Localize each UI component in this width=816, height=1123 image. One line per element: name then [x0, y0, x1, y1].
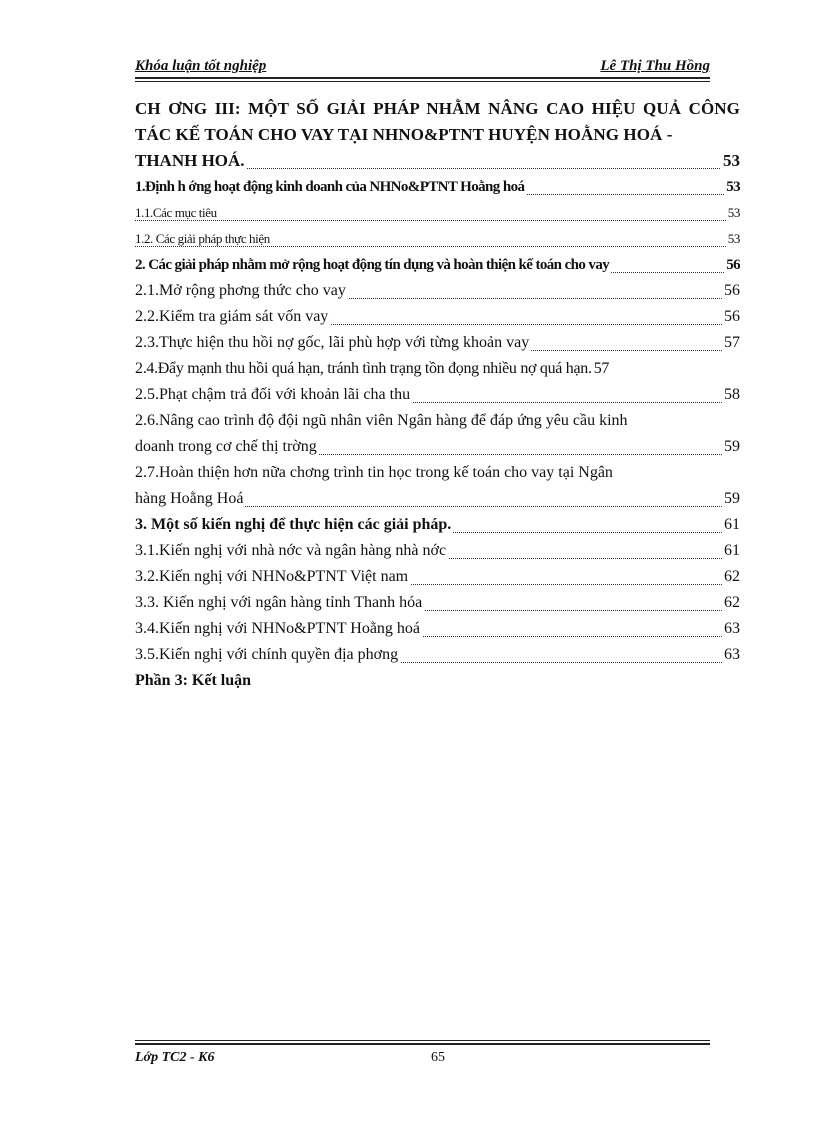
toc-entry-page: 53	[724, 174, 740, 200]
toc-entry-line2	[135, 434, 740, 460]
footer-rule	[135, 1043, 710, 1045]
toc-entry-page: 56	[722, 278, 740, 304]
toc-entry-text: 1.Định h ớng hoạt động kinh doanh của NHNo&PTNT Hoằng hoá	[135, 179, 525, 195]
toc-entry-text: 2.1.Mở rộng phơng thức cho vay	[135, 282, 346, 299]
toc-entry-2-6[interactable]	[135, 408, 740, 460]
page-number: 65	[431, 1050, 445, 1065]
toc-entry-1[interactable]	[135, 174, 740, 200]
toc-entry-3-2[interactable]	[135, 564, 740, 590]
toc-entry-page: 59	[722, 434, 740, 460]
toc-entry-1-2[interactable]	[135, 226, 740, 252]
toc-entry-page: 53	[726, 200, 740, 226]
toc-entry-text: 3.4.Kiến nghị với NHNo&PTNT Hoằng hoá	[135, 620, 421, 637]
header-rule	[135, 77, 710, 79]
toc-entry-text: 1.2. Các giải pháp thực hiện	[135, 231, 270, 246]
toc-entry-2[interactable]	[135, 252, 740, 278]
toc-entry-2-7[interactable]	[135, 460, 740, 512]
toc-entry-text: 3.3. Kiến nghị với ngân hàng tỉnh Thanh hóa	[135, 594, 423, 611]
toc-entry-page: 56	[724, 252, 740, 278]
toc-entry-page: 61	[722, 538, 740, 564]
toc-entry-page: 59	[722, 486, 740, 512]
toc-entry-3-4[interactable]	[135, 616, 740, 642]
toc-entry-page: 53	[726, 226, 740, 252]
toc-entry-3-1[interactable]	[135, 538, 740, 564]
page-header	[135, 58, 710, 80]
toc-entry-line2	[135, 486, 740, 512]
toc-entry-3-3[interactable]	[135, 590, 740, 616]
toc-entry-text: 2.5.Phạt chậm trả đối với khoản lãi cha thu	[135, 386, 411, 403]
toc-entry-text: 2. Các giải pháp nhằm mở rộng hoạt động tín dụng và hoàn thiện kế toán cho vay	[135, 257, 610, 273]
header-rule-thin	[135, 81, 710, 82]
header-left-text: Khóa luận tốt nghiệp	[135, 58, 267, 74]
toc-entry-page: 63	[722, 642, 740, 668]
toc-entry-page: 53	[721, 148, 740, 174]
toc-entry-text: 2.3.Thực hiện thu hồi nợ gốc, lãi phù hợp với từng khoản vay	[135, 334, 530, 351]
toc-entry-2-5[interactable]	[135, 382, 740, 408]
toc-entry-2-1[interactable]	[135, 278, 740, 304]
toc-entry-page: 61	[722, 512, 740, 538]
toc-entry-3-5[interactable]	[135, 642, 740, 668]
toc-entry-text: 2.2.Kiểm tra giám sát vốn vay	[135, 308, 329, 325]
toc-entry-text-line1: 2.7.Hoàn thiện hơn nữa chơng trình tin học trong kế toán cho vay tại Ngân	[135, 464, 613, 481]
footer-left-text: Lớp TC2 - K6	[135, 1050, 215, 1065]
toc-entry-page: 57	[593, 360, 610, 377]
toc-entry-3[interactable]	[135, 512, 740, 538]
toc-part-title[interactable]: Phần 3: Kết luận	[135, 672, 252, 689]
toc-entry-text: THANH HOÁ.	[135, 151, 245, 170]
toc-chapter-title: CH ƠNG III: MỘT SỐ GIẢI PHÁP NHẰM NÂNG CAO HIỆU QUẢ CÔNG TÁC KẾ TOÁN CHO VAY TẠI NHNO&PTNT HUYỆN HOẰNG HOÁ -	[135, 99, 740, 144]
page-footer	[135, 1040, 710, 1070]
toc-entry-text: 3.5.Kiến nghị với chính quyền địa phơng	[135, 646, 399, 663]
toc-entry-page: 57	[722, 330, 740, 356]
toc-entry-text-line2: doanh trong cơ chế thị trờng	[135, 438, 317, 455]
footer-rule-thin	[135, 1040, 710, 1041]
toc-entry-page: 62	[722, 590, 740, 616]
toc-entry-text-line1: 2.6.Nâng cao trình độ đội ngũ nhân viên Ngân hàng để đáp ứng yêu cầu kinh	[135, 412, 628, 429]
toc-entry-page: 58	[722, 382, 740, 408]
header-right-text: Lê Thị Thu Hồng	[600, 58, 710, 74]
toc-entry-1-1[interactable]	[135, 200, 740, 226]
toc-entry-text-line2: hàng Hoằng Hoá	[135, 490, 244, 507]
toc-entry-2-3[interactable]	[135, 330, 740, 356]
toc-entry-text: 3.2.Kiến nghị với NHNo&PTNT Việt nam	[135, 568, 409, 585]
toc-entry-chapter-end[interactable]	[135, 148, 740, 174]
table-of-contents	[135, 96, 740, 694]
toc-entry-text: 3. Một số kiến nghị để thực hiện các giải pháp.	[135, 516, 452, 533]
toc-entry-2-4[interactable]	[135, 356, 740, 382]
toc-entry-page: 63	[722, 616, 740, 642]
toc-entry-text: 2.4.Đẩy mạnh thu hồi quá hạn, tránh tình trạng tồn đọng nhiều nợ quá hạn.	[135, 360, 592, 377]
toc-entry-page: 62	[722, 564, 740, 590]
toc-entry-text: 3.1.Kiến nghị với nhà nớc và ngân hàng nhà nớc	[135, 542, 447, 559]
toc-entry-2-2[interactable]	[135, 304, 740, 330]
toc-entry-page: 56	[722, 304, 740, 330]
toc-entry-text: 1.1.Các mục tiêu	[135, 205, 217, 220]
